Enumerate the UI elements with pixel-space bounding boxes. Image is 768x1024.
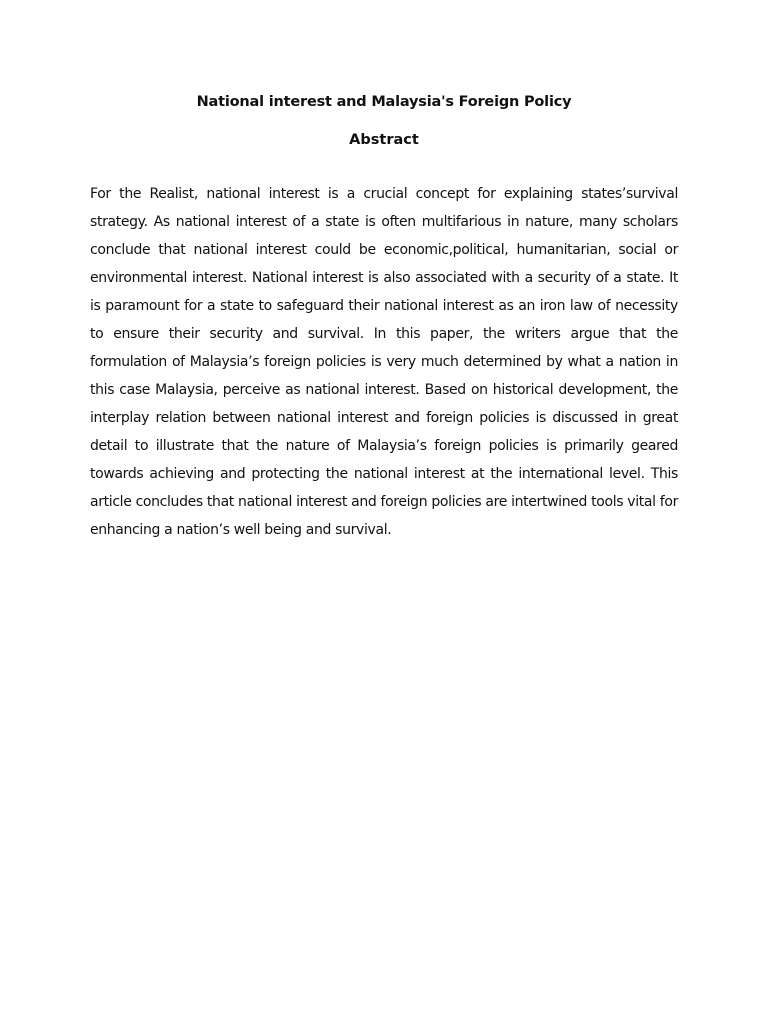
paper-title: National interest and Malaysia's Foreign Policy <box>196 94 572 110</box>
abstract-heading: Abstract <box>349 132 419 148</box>
abstract-paragraph: For the Realist, national interest is a crucial concept for explaining states’survival strategy. As national interest of a state is often multifarious in nature, many scholars conclude that national interest could be economic,political, humanitarian, social or environmental interest. National interest is also associated with a security of a state. It is paramount for a state to safeguard their national interest as an iron law of necessity to ensure their security and survival. In this paper, the writers argue that the formulation of Malaysia’s foreign policies is very much determined by what a nation in this case Malaysia, perceive as national interest. Based on historical development, the interplay relation between national interest and foreign policies is discussed in great detail to illustrate that the nature of Malaysia’s foreign policies is primarily geared towards achieving and protecting the national interest at the international level. This article concludes that national interest and foreign policies are intertwined tools vital for enhancing a nation’s well being and survival. <box>90 186 678 538</box>
